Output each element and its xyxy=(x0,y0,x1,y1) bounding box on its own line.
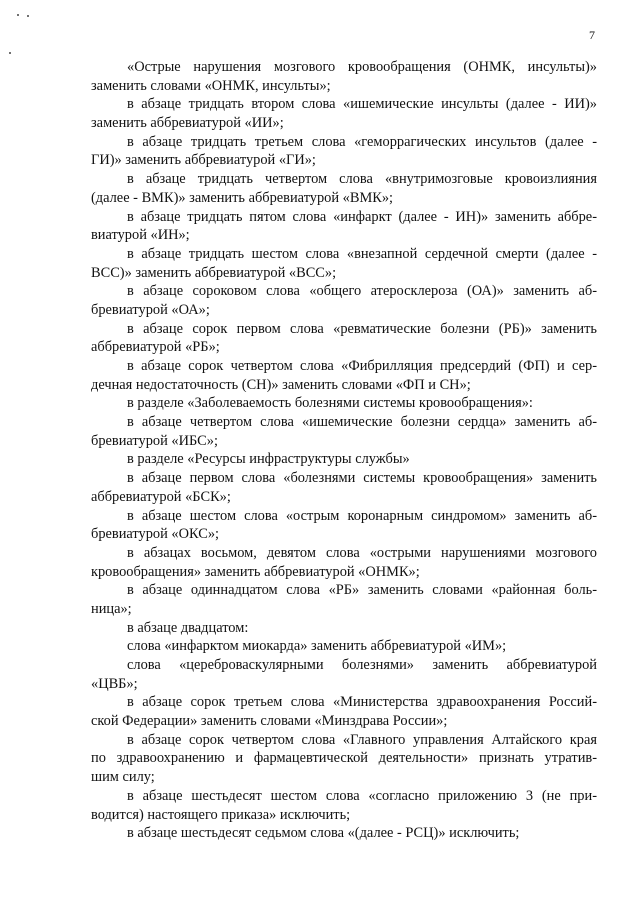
text-line: бревиатурой «ИБС»; xyxy=(91,432,218,449)
text-line: ГИ)» заменить аббревиатурой «ГИ»; xyxy=(91,152,316,169)
text-line: в абзаце шестом слова «острым коронарным синдромом» заменить аб- xyxy=(127,507,597,524)
text-line: в абзаце сорок третьем слова «Министерства здравоохранения Россий- xyxy=(127,694,597,711)
text-line: в абзаце тридцать пятом слова «инфаркт (далее - ИН)» заменить аббре- xyxy=(127,208,597,225)
text-line: аббревиатурой «РБ»; xyxy=(91,339,220,356)
text-line: в абзаце тридцать четвертом слова «внутримозговые кровоизлияния xyxy=(127,171,597,188)
scan-speck xyxy=(17,14,19,16)
text-line: кровообращения» заменить аббревиатурой «ОНМК»; xyxy=(91,563,420,580)
document-body xyxy=(91,58,597,843)
text-line: в абзацах восьмом, девятом слова «острыми нарушениями мозгового xyxy=(127,544,597,561)
text-line: виатурой «ИН»; xyxy=(91,227,190,244)
text-line: в абзаце сорок четвертом слова «Фибрилляция предсердий (ФП) и сер- xyxy=(127,358,597,374)
text-line: в абзаце двадцатом: xyxy=(127,619,249,636)
text-line: ской Федерации» заменить словами «Минздрава России»; xyxy=(91,713,448,730)
text-line: в абзаце шестьдесят седьмом слова «(далее - РСЦ)» исключить; xyxy=(127,825,520,842)
text-line: в абзаце первом слова «болезнями системы кровообращения» заменить xyxy=(127,470,597,487)
text-line: аббревиатурой «БСК»; xyxy=(91,488,231,505)
text-line: по здравоохранению и фармацевтической деятельности» признать утратив- xyxy=(91,750,597,767)
text-line: «Острые нарушения мозгового кровообращения (ОНМК, инсульты)» xyxy=(127,59,597,75)
text-line: в абзаце шестьдесят шестом слова «согласно приложению 3 (не при- xyxy=(127,787,597,804)
text-line: «ЦВБ»; xyxy=(91,675,138,692)
text-line: заменить словами «ОНМК, инсульты»; xyxy=(91,77,331,94)
text-line: дечная недостаточность (СН)» заменить словами «ФП и СН»; xyxy=(91,376,471,393)
text-line: в абзаце сороковом слова «общего атеросклероза (ОА)» заменить аб- xyxy=(127,283,597,300)
text-line: в абзаце одиннадцатом слова «РБ» заменить словами «районная боль- xyxy=(127,582,597,599)
scan-speck xyxy=(27,15,29,17)
text-line: в абзаце тридцать втором слова «ишемические инсульты (далее - ИИ)» xyxy=(127,96,597,113)
text-line: в разделе «Ресурсы инфраструктуры службы» xyxy=(127,451,410,468)
text-line: бревиатурой «ОА»; xyxy=(91,301,210,318)
text-line: шим силу; xyxy=(91,769,155,786)
text-line: ница»; xyxy=(91,600,132,617)
text-line: слова «инфарктом миокарда» заменить аббревиатурой «ИМ»; xyxy=(127,638,507,655)
text-line: бревиатурой «ОКС»; xyxy=(91,526,220,543)
text-line: (далее - ВМК)» заменить аббревиатурой «ВМК»; xyxy=(91,189,394,206)
text-line: в абзаце тридцать третьем слова «геморрагических инсультов (далее - xyxy=(127,133,597,150)
text-line: в разделе «Заболеваемость болезнями системы кровообращения»: xyxy=(127,395,533,412)
text-line: заменить аббревиатурой «ИИ»; xyxy=(91,115,284,132)
text-line: водится) настоящего приказа» исключить; xyxy=(91,806,351,823)
text-line: в абзаце сорок четвертом слова «Главного управления Алтайского края xyxy=(127,731,597,748)
page-number: 7 xyxy=(589,28,595,42)
scan-speck xyxy=(9,52,11,54)
text-line: ВСС)» заменить аббревиатурой «ВСС»; xyxy=(91,264,337,281)
text-line: в абзаце сорок первом слова «ревматические болезни (РБ)» заменить xyxy=(127,320,597,337)
text-line: в абзаце четвертом слова «ишемические болезни сердца» заменить аб- xyxy=(127,414,597,431)
text-line: слова «цереброваскулярными болезнями» заменить аббревиатурой xyxy=(127,657,597,673)
text-line: в абзаце тридцать шестом слова «внезапной сердечной смерти (далее - xyxy=(127,245,597,262)
